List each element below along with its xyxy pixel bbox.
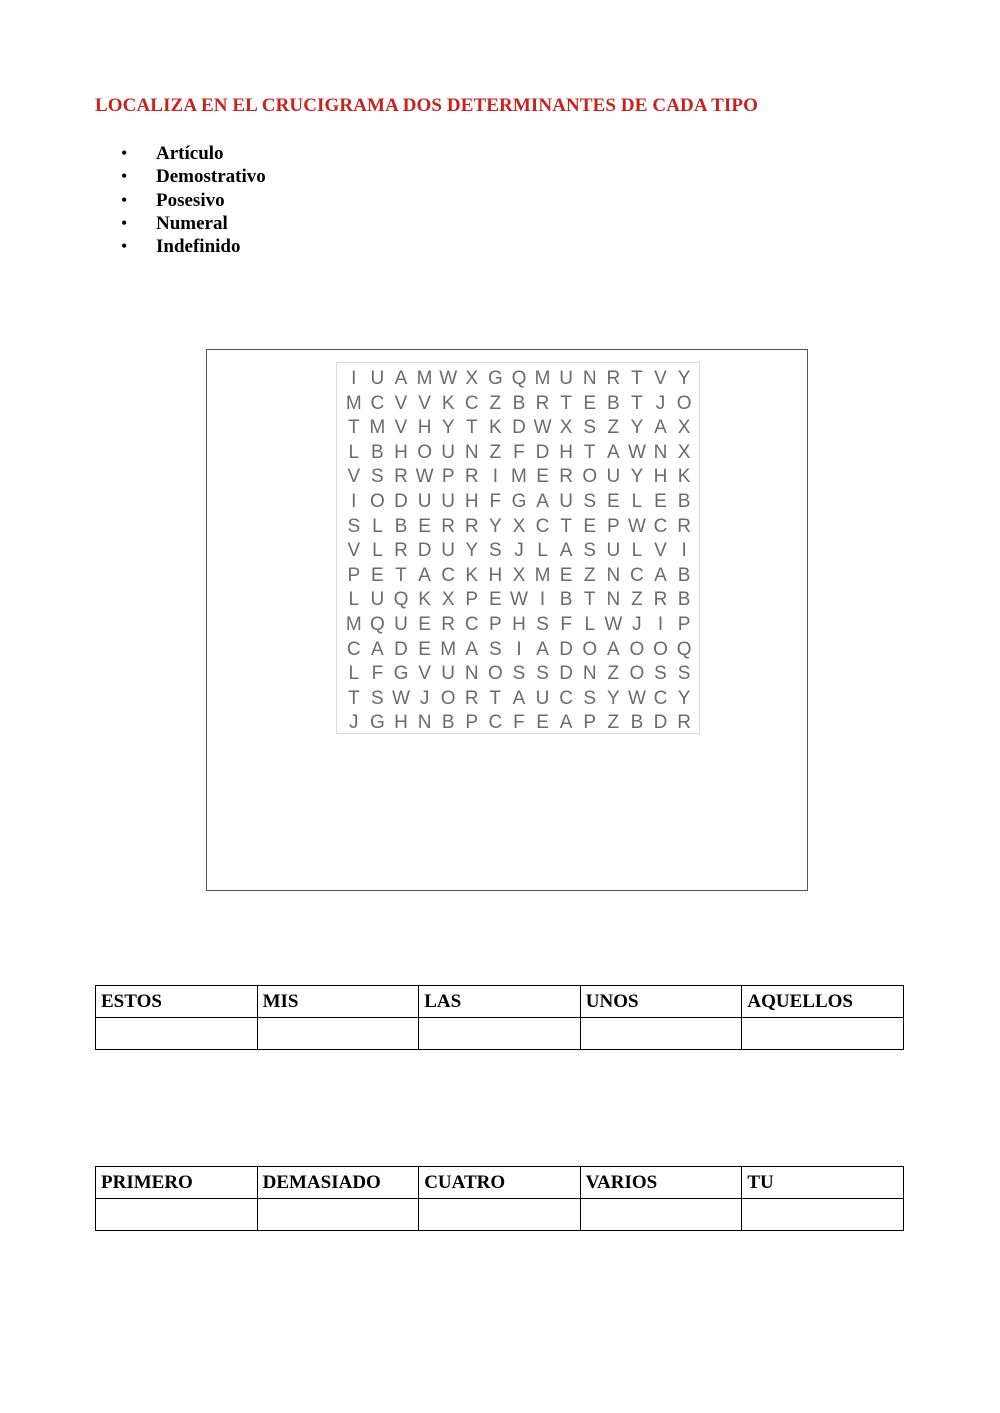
grid-letter: J [655,392,666,414]
table-cell: TU [742,1167,904,1199]
grid-letter: Z [607,417,620,439]
grid-letter: R [653,589,668,611]
grid-letter: C [464,614,479,635]
list-item: • Demostrativo [121,166,266,188]
answer-cell[interactable] [742,1018,904,1050]
grid-row [342,515,696,540]
grid-letter: N [464,441,479,463]
grid-letter: S [536,614,549,635]
grid-letter: A [559,540,573,562]
grid-letter: A [559,712,573,734]
grid-letter: R [606,368,621,389]
grid-letter: G [370,712,385,734]
grid-letter: B [441,712,455,734]
grid-letter: U [441,441,456,463]
grid-letter: Z [631,589,643,611]
grid-letter: N [582,663,597,685]
grid-letter: R [464,687,479,709]
grid-letter: B [606,392,620,414]
answer-cell[interactable] [419,1018,581,1050]
grid-letter: S [583,540,597,562]
grid-letter: U [441,540,456,562]
grid-letter: O [629,638,645,660]
grid-letter: K [418,589,431,611]
grid-row [342,662,696,687]
grid-letter: R [394,540,408,562]
grid-letter: U [559,491,573,512]
grid-letter: L [372,515,383,537]
grid-letter: M [511,466,527,488]
grid-letter: N [606,589,621,611]
answer-cell[interactable] [580,1018,742,1050]
table-cell: AQUELLOS [742,986,904,1018]
grid-letter: S [677,663,691,685]
grid-letter: E [418,638,431,660]
grid-letter: L [348,441,360,463]
answer-table-2 [95,1166,904,1231]
grid-row [342,687,696,712]
grid-letter: W [533,417,552,439]
grid-letter: G [487,368,503,389]
grid-letter: F [489,491,502,512]
table-cell: UNOS [580,986,742,1018]
grid-letter: Y [489,515,502,537]
grid-letter: W [415,466,434,488]
grid-letter: B [371,441,384,463]
grid-letter: C [559,687,573,709]
grid-letter: U [441,663,456,685]
answer-cell[interactable] [742,1199,904,1231]
grid-letter: F [513,441,525,463]
grid-letter: B [394,515,408,537]
grid-letter: D [417,540,432,562]
grid-row [342,613,696,638]
grid-letter: V [418,392,431,414]
grid-letter: M [416,368,433,389]
grid-letter: P [465,712,479,734]
grid-letter: Q [676,638,692,660]
grid-letter: U [535,687,550,709]
grid-letter: U [370,589,385,611]
grid-letter: S [489,638,502,660]
grid-letter: V [418,663,431,685]
grid-letter: L [348,589,360,611]
grid-letter: R [394,466,408,488]
table-answer-row [96,1018,904,1050]
grid-letter: I [351,491,357,512]
grid-letter: C [653,687,668,709]
grid-letter: W [627,441,646,463]
grid-letter: A [536,638,549,660]
grid-letter: A [394,368,408,389]
grid-letter: Z [607,663,620,685]
grid-letter: O [676,392,692,414]
grid-letter: H [394,441,408,463]
grid-letter: W [439,368,458,389]
grid-letter: O [582,466,598,488]
grid-letter: M [345,614,362,635]
grid-letter: L [584,614,596,635]
list-item: • Indefinido [121,236,241,258]
grid-letter: N [417,712,432,734]
table-header-row [96,1167,904,1199]
grid-letter: U [559,368,573,389]
grid-letter: E [583,515,597,537]
grid-letter: Z [489,392,502,414]
grid-letter: U [606,540,621,562]
grid-letter: T [631,368,643,389]
answer-cell[interactable] [96,1199,258,1231]
grid-letter: V [347,540,361,562]
grid-letter: C [441,564,456,586]
grid-letter: P [489,614,502,635]
table-cell: PRIMERO [96,1167,258,1199]
grid-letter: I [539,589,546,611]
grid-letter: V [654,540,667,562]
grid-letter: K [441,392,455,414]
grid-letter: L [631,540,643,562]
grid-letter: B [559,589,573,611]
grid-row [342,711,696,736]
grid-letter: C [653,515,668,537]
grid-letter: Y [441,417,455,439]
grid-letter: A [654,564,667,586]
grid-letter: S [512,663,526,685]
grid-letter: H [559,441,573,463]
grid-letter: D [653,712,668,734]
grid-letter: X [677,441,691,463]
grid-letter: R [559,466,573,488]
grid-letter: D [535,441,550,463]
grid-letter: X [677,417,691,439]
grid-letter: O [629,663,645,685]
grid-letter: W [627,687,646,709]
table-cell: VARIOS [580,1167,742,1199]
grid-letter: S [371,466,384,488]
grid-row [342,638,696,663]
grid-letter: I [681,540,687,562]
bullet-icon: • [121,236,128,257]
grid-letter: S [583,687,597,709]
grid-letter: C [346,638,361,660]
grid-letter: E [536,466,549,488]
answer-cell[interactable] [257,1199,419,1231]
grid-letter: H [417,417,432,439]
grid-letter: D [512,417,526,439]
grid-letter: C [370,392,385,414]
grid-letter: E [559,564,573,586]
table-cell: MIS [257,986,419,1018]
page-title: LOCALIZA EN EL CRUCIGRAMA DOS DETERMINANTES DE CADA TIPO [95,95,758,116]
grid-letter: V [394,417,408,439]
grid-letter: I [492,466,498,488]
grid-letter: F [560,614,572,635]
grid-letter: T [347,687,360,709]
grid-letter: Y [677,687,691,709]
grid-letter: R [441,614,456,635]
grid-letter: T [347,417,360,439]
grid-letter: O [582,638,598,660]
grid-letter: V [394,392,408,414]
grid-letter: P [677,614,691,635]
grid-letter: B [677,589,691,611]
grid-letter: M [534,564,551,586]
grid-letter: X [559,417,573,439]
grid-letter: W [392,687,410,709]
grid-letter: V [347,466,361,488]
grid-letter: Y [630,466,644,488]
grid-row [342,416,696,441]
grid-row [342,588,696,613]
grid-letter: B [677,491,691,512]
grid-letter: K [465,564,479,586]
grid-letter: D [559,663,573,685]
answer-cell[interactable] [419,1199,581,1231]
grid-letter: T [395,564,407,586]
grid-letter: H [512,614,526,635]
table-header-row [96,986,904,1018]
table-answer-row [96,1199,904,1231]
bullet-icon: • [121,143,128,163]
word-search-grid [336,362,700,734]
grid-letter: O [370,491,385,512]
grid-letter: E [583,392,597,414]
grid-letter: H [394,712,408,734]
list-item: • Posesivo [121,189,225,211]
grid-row [342,539,696,564]
grid-letter: X [512,515,526,537]
grid-letter: M [440,638,457,660]
grid-letter: B [630,712,644,734]
grid-letter: D [559,638,573,660]
bullet-icon: • [121,212,128,233]
grid-letter: P [606,515,620,537]
grid-letter: S [654,663,667,685]
grid-letter: P [583,712,597,734]
grid-letter: U [370,368,385,389]
grid-letter: Z [583,564,596,586]
grid-letter: H [464,491,479,512]
grid-letter: W [509,589,528,611]
grid-letter: N [464,663,479,685]
grid-letter: B [677,564,691,586]
grid-letter: N [653,441,668,463]
grid-letter: S [371,687,384,709]
grid-letter: A [465,638,479,660]
grid-letter: I [516,638,522,660]
bullet-icon: • [121,189,128,210]
grid-letter: I [657,614,664,635]
grid-letter: X [441,589,455,611]
table-cell: LAS [419,986,581,1018]
grid-letter: M [345,392,362,414]
grid-letter: X [465,368,479,389]
grid-letter: U [606,466,621,488]
list-item: • Numeral [121,212,228,234]
table-cell: ESTOS [96,986,258,1018]
grid-row [342,564,696,589]
grid-letter: K [489,417,502,439]
grid-letter: Y [630,417,644,439]
grid-letter: B [512,392,526,414]
grid-letter: L [348,663,360,685]
grid-letter: E [418,614,431,635]
grid-letter: U [417,491,432,512]
grid-letter: A [418,564,431,586]
grid-row [342,465,696,490]
grid-letter: T [583,589,596,611]
grid-letter: A [654,417,667,439]
grid-letter: R [677,712,691,734]
grid-letter: A [606,638,620,660]
grid-letter: E [654,491,667,512]
grid-letter: A [536,491,549,512]
grid-letter: G [511,491,527,512]
grid-letter: Z [607,712,620,734]
grid-letter: L [372,540,383,562]
grid-letter: P [441,466,455,488]
grid-letter: F [371,663,384,685]
grid-letter: Y [465,540,479,562]
grid-letter: U [394,614,408,635]
grid-letter: D [394,491,408,512]
grid-letter: N [582,368,597,389]
grid-letter: V [654,368,667,389]
grid-letter: E [371,564,384,586]
grid-row [342,367,696,392]
grid-letter: T [560,392,572,414]
grid-letter: T [465,417,478,439]
grid-letter: O [440,687,456,709]
grid-letter: E [418,515,431,537]
list-item: • Artículo [121,143,224,164]
grid-letter: X [512,564,526,586]
grid-letter: P [465,589,479,611]
grid-letter: H [653,466,668,488]
grid-row [342,490,696,515]
grid-letter: T [583,441,596,463]
answer-cell[interactable] [257,1018,419,1050]
grid-letter: W [604,614,623,635]
grid-letter: S [347,515,361,537]
grid-letter: R [464,515,479,537]
grid-letter: J [514,540,524,562]
grid-letter: Q [511,368,527,389]
grid-letter: O [487,663,503,685]
grid-letter: C [464,392,479,414]
grid-letter: Q [393,589,409,611]
grid-letter: H [488,564,503,586]
grid-letter: K [677,466,691,488]
grid-letter: E [606,491,620,512]
grid-letter: R [464,466,479,488]
answer-cell[interactable] [580,1199,742,1231]
grid-letter: M [369,417,386,439]
grid-letter: N [606,564,621,586]
grid-letter: P [347,564,361,586]
grid-letter: R [677,515,691,537]
grid-letter: S [489,540,502,562]
grid-letter: C [488,712,503,734]
grid-letter: I [351,368,357,389]
grid-letter: Q [370,614,385,635]
table-cell: DEMASIADO [257,1167,419,1199]
grid-letter: G [393,663,409,685]
grid-letter: R [441,515,456,537]
grid-letter: L [631,491,643,512]
grid-letter: O [417,441,432,463]
grid-row [342,441,696,466]
grid-letter: Z [489,441,502,463]
answer-cell[interactable] [96,1018,258,1050]
grid-letter: E [489,589,502,611]
grid-letter: Y [606,687,620,709]
answer-table-1 [95,985,904,1050]
grid-letter: W [627,515,646,537]
grid-letter: S [536,663,549,685]
grid-letter: A [606,441,620,463]
determiner-types-list [121,142,266,258]
grid-letter: O [653,638,668,660]
grid-letter: J [632,614,642,635]
grid-letter: T [631,392,643,414]
grid-letter: E [536,712,549,734]
grid-letter: C [535,515,550,537]
grid-letter: S [583,491,597,512]
grid-letter: A [371,638,384,660]
grid-letter: C [630,564,644,586]
grid-letter: T [489,687,502,709]
grid-letter: Y [677,368,691,389]
grid-letter: L [537,540,548,562]
grid-letter: J [419,687,430,709]
grid-letter: T [560,515,572,537]
grid-letter: U [441,491,456,512]
grid-letter: J [349,712,359,734]
grid-letter: D [394,638,408,660]
grid-letter: M [534,368,551,389]
grid-letter: R [535,392,550,414]
grid-letter: F [513,712,525,734]
grid-letter: S [583,417,597,439]
bullet-icon: • [121,166,128,187]
grid-letter: A [512,687,526,709]
grid-row [342,392,696,417]
table-cell: CUATRO [419,1167,581,1199]
